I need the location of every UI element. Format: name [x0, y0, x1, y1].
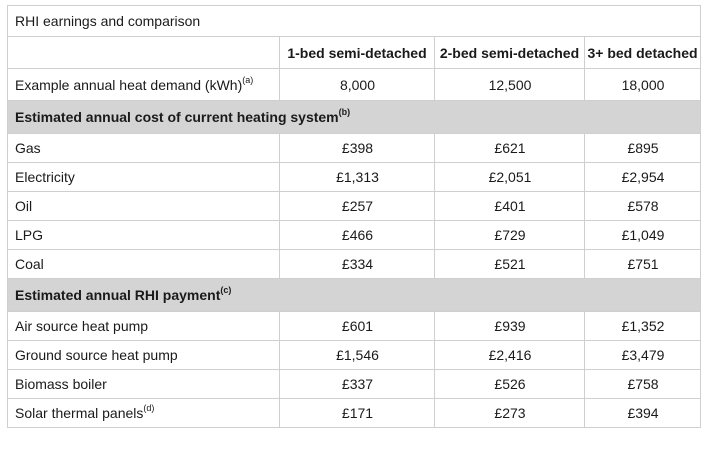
value-cell: £895: [585, 134, 701, 163]
row-label: [8, 399, 280, 428]
table-body: [8, 6, 701, 428]
table-row: [8, 312, 701, 341]
value-cell: £521: [435, 250, 585, 279]
footnote-marker: (d): [143, 403, 155, 414]
section-heading: [8, 279, 701, 312]
value-cell: £401: [435, 192, 585, 221]
row-label: [8, 134, 280, 163]
value-cell: £337: [280, 370, 435, 399]
row-label: [8, 250, 280, 279]
value-cell: £2,954: [585, 163, 701, 192]
value-cell: £398: [280, 134, 435, 163]
row-label-text: Solar thermal panels: [15, 405, 144, 421]
rhi-comparison-table: [7, 5, 701, 428]
value-cell: £334: [280, 250, 435, 279]
value-cell: £466: [280, 221, 435, 250]
heat-demand-label-text: Example annual heat demand (kWh): [15, 76, 243, 93]
value-cell: £526: [435, 370, 585, 399]
row-label-text: Coal: [15, 256, 44, 272]
row-label: [8, 370, 280, 399]
value-cell: £171: [280, 399, 435, 428]
value-cell: £578: [585, 192, 701, 221]
heat-demand-value: 18,000: [585, 69, 701, 101]
row-label-text: Air source heat pump: [15, 318, 149, 334]
value-cell: £1,546: [280, 341, 435, 370]
value-cell: £758: [585, 370, 701, 399]
table-row: [8, 163, 701, 192]
table-row: [8, 341, 701, 370]
row-label: [8, 221, 280, 250]
section-heading: [8, 101, 701, 134]
column-header-2-bed: 2-bed semi-detached: [435, 37, 585, 69]
section-heading-row: [8, 279, 701, 312]
column-header-1-bed: 1-bed semi-detached: [280, 37, 435, 69]
value-cell: £3,479: [585, 341, 701, 370]
section-heading-row: [8, 101, 701, 134]
row-label-text: Oil: [15, 198, 33, 214]
header-blank-cell: [8, 37, 280, 69]
table-row: [8, 221, 701, 250]
column-header-3-bed: 3+ bed detached: [585, 37, 701, 69]
section-heading-text: Estimated annual cost of current heating system: [15, 109, 339, 125]
row-label-text: Gas: [15, 140, 41, 156]
row-label: [8, 312, 280, 341]
value-cell: £2,416: [435, 341, 585, 370]
table-title-row: [8, 6, 701, 37]
row-label-text: Electricity: [15, 169, 75, 185]
table-title: RHI earnings and comparison: [8, 6, 701, 37]
value-cell: £729: [435, 221, 585, 250]
row-label: [8, 163, 280, 192]
heat-demand-label: [8, 69, 280, 101]
value-cell: £939: [435, 312, 585, 341]
footnote-marker: (c): [220, 285, 232, 296]
table-row: [8, 370, 701, 399]
value-cell: £1,313: [280, 163, 435, 192]
row-label-text: LPG: [15, 227, 44, 243]
value-cell: £601: [280, 312, 435, 341]
row-label-text: Biomass boiler: [15, 376, 107, 392]
table-row: [8, 134, 701, 163]
value-cell: £257: [280, 192, 435, 221]
footnote-marker: (b): [338, 107, 351, 118]
heat-demand-row: [8, 69, 701, 101]
heat-demand-value: 12,500: [435, 69, 585, 101]
column-header-row: [8, 37, 701, 69]
table-row: [8, 250, 701, 279]
value-cell: £2,051: [435, 163, 585, 192]
heat-demand-value: 8,000: [280, 69, 435, 101]
value-cell: £751: [585, 250, 701, 279]
value-cell: £1,049: [585, 221, 701, 250]
table-row: [8, 192, 701, 221]
table-row: [8, 399, 701, 428]
value-cell: £394: [585, 399, 701, 428]
row-label: [8, 192, 280, 221]
section-heading-text: Estimated annual RHI payment: [15, 287, 221, 303]
value-cell: £273: [435, 399, 585, 428]
value-cell: £621: [435, 134, 585, 163]
row-label: [8, 341, 280, 370]
footnote-marker: (a): [242, 74, 254, 85]
row-label-text: Ground source heat pump: [15, 347, 178, 363]
value-cell: £1,352: [585, 312, 701, 341]
